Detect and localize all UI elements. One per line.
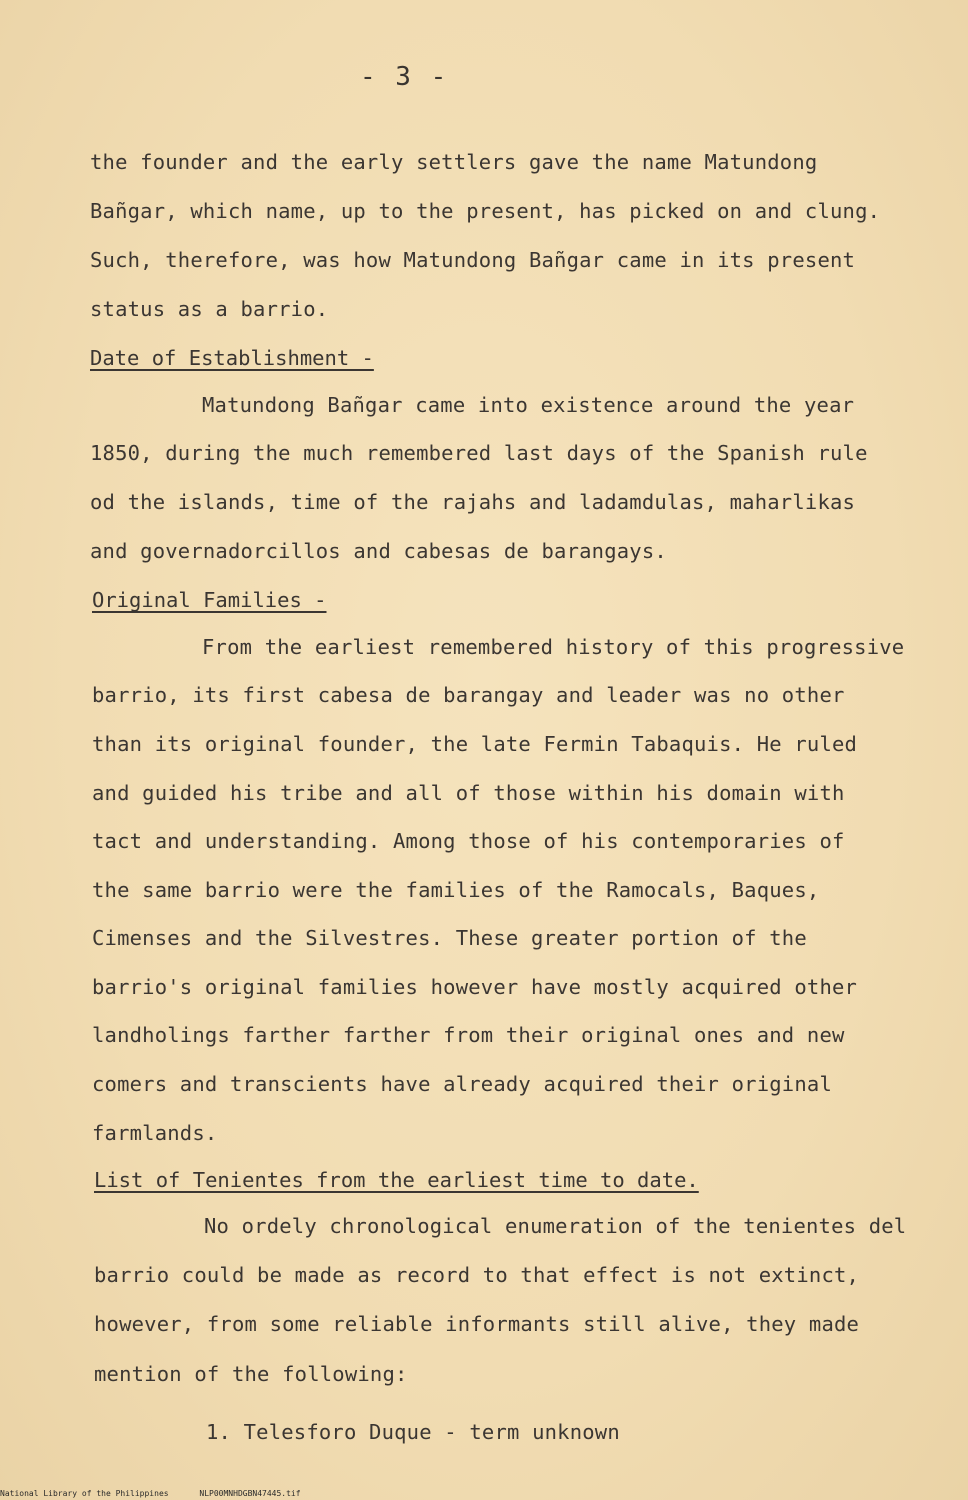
- text-line: barrio could be made as record to that effect is not extinct,: [94, 1263, 860, 1287]
- text-line: the same barrio were the families of the Ramocals, Baques,: [92, 878, 820, 902]
- section-heading-establishment: Date of Establishment -: [90, 346, 374, 370]
- text-line: Bañgar, which name, up to the present, has picked on and clung.: [90, 199, 881, 223]
- text-line: however, from some reliable informants still alive, they made: [94, 1312, 860, 1336]
- section-heading-families: Original Families -: [92, 588, 327, 612]
- text-line: farmlands.: [92, 1121, 218, 1145]
- text-line: than its original founder, the late Fermin Tabaquis. He ruled: [92, 732, 858, 756]
- list-item: 1. Telesforo Duque - term unknown: [206, 1420, 620, 1444]
- text-line: comers and transcients have already acquired their original: [92, 1072, 832, 1096]
- text-line: No ordely chronological enumeration of the tenientes del: [204, 1214, 907, 1238]
- text-line: landholings farther farther from their original ones and new: [92, 1023, 845, 1047]
- text-line: mention of the following:: [94, 1362, 408, 1386]
- text-line: and governadorcillos and cabesas de barangays.: [90, 539, 667, 563]
- text-line: od the islands, time of the rajahs and ladamdulas, maharlikas: [90, 490, 856, 514]
- footer-source: National Library of the Philippines: [0, 1489, 169, 1498]
- text-line: Such, therefore, was how Matundong Bañgar came in its present: [90, 248, 856, 272]
- scan-footer: [0, 1489, 327, 1498]
- page-number: - 3 -: [360, 62, 449, 92]
- text-line: From the earliest remembered history of this progressive: [202, 635, 905, 659]
- footer-file: NLP00MNHDGBN47445.tif: [199, 1489, 301, 1498]
- text-line: Matundong Bañgar came into existence around the year: [202, 393, 855, 417]
- text-line: and guided his tribe and all of those within his domain with: [92, 781, 845, 805]
- text-line: 1850, during the much remembered last days of the Spanish rule: [90, 441, 868, 465]
- section-heading-tenientes: List of Tenientes from the earliest time to date.: [94, 1168, 699, 1192]
- text-line: barrio's original families however have mostly acquired other: [92, 975, 858, 999]
- text-line: status as a barrio.: [90, 297, 329, 321]
- text-line: barrio, its first cabesa de barangay and leader was no other: [92, 683, 845, 707]
- text-line: tact and understanding. Among those of his contemporaries of: [92, 829, 845, 853]
- text-line: the founder and the early settlers gave the name Matundong: [90, 150, 818, 174]
- text-line: Cimenses and the Silvestres. These greater portion of the: [92, 926, 807, 950]
